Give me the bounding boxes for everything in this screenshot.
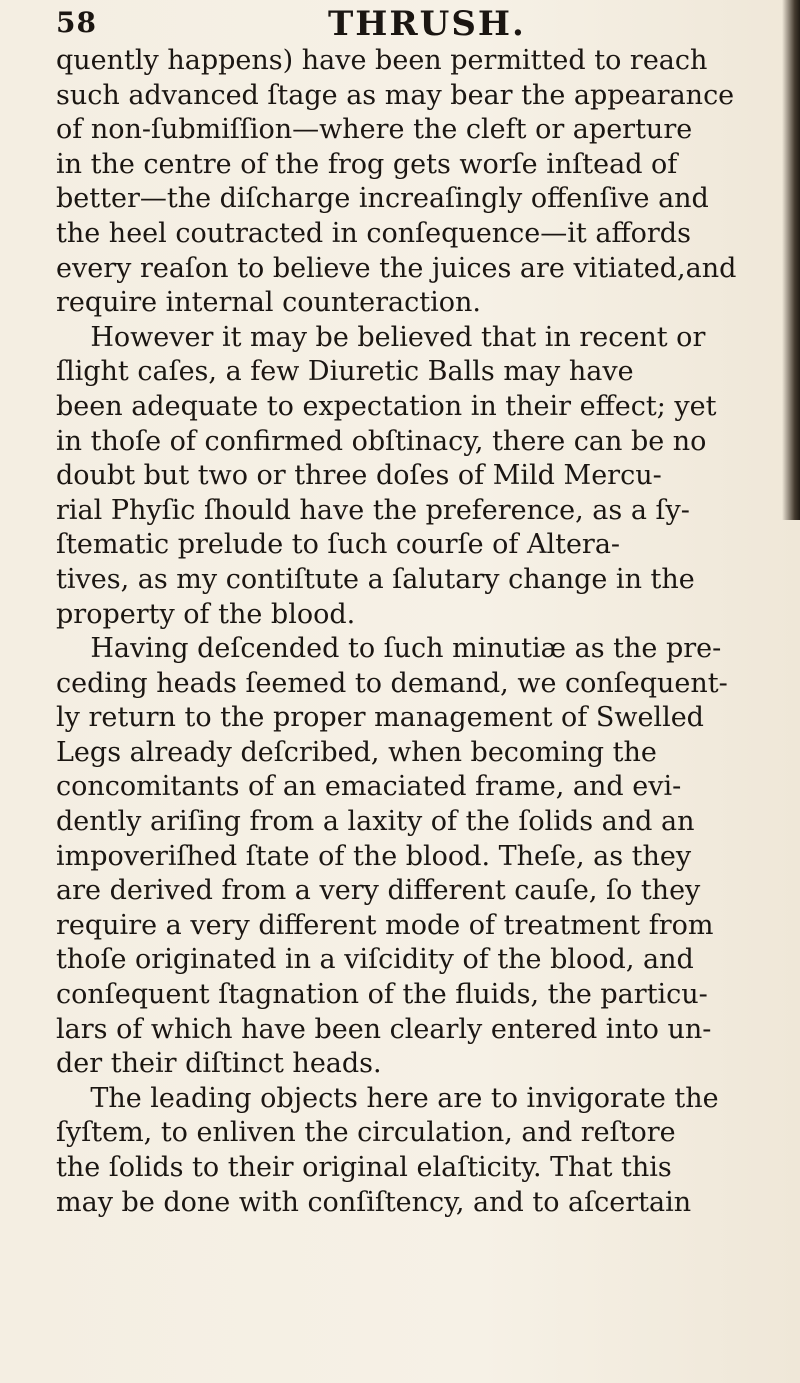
text-line: ſyſtem, to enliven the circulation, and reſtore: [56, 1117, 676, 1149]
text-line: better—the diſcharge increaſingly offenſive and: [56, 183, 709, 215]
text-line: However it may be believed that in recent or: [56, 321, 706, 353]
text-line: of non-ſubmiſſion—where the cleft or aperture: [56, 114, 693, 146]
text-line: the ſolids to their original elaſticity. That this: [56, 1152, 672, 1183]
body-text: [56, 44, 768, 1220]
text-line: are derived from a very different cauſe, ſo they: [56, 875, 701, 907]
text-line: dently ariſing from a laxity of the ſolids and an: [56, 806, 695, 838]
text-line: such advanced ſtage as may bear the appearance: [56, 79, 735, 111]
text-line: lars of which have been clearly entered into un-: [56, 1013, 712, 1045]
text-line: in thoſe of confirmed obſtinacy, there can be no: [56, 425, 707, 457]
text-line: der their diſtinct heads.: [56, 1048, 382, 1080]
text-line: impoveriſhed ſtate of the blood. Theſe, as they: [56, 840, 692, 872]
text-line: The leading objects here are to invigorate the: [56, 1082, 719, 1114]
text-line: doubt but two or three doſes of Mild Mercu-: [56, 460, 662, 492]
page-number: 58: [56, 6, 97, 39]
text-line: may be done with conſiſtency, and to aſcertain: [56, 1186, 692, 1218]
text-line: Having deſcended to ſuch minutiæ as the pre-: [56, 633, 722, 665]
text-line: ſtematic prelude to ſuch courſe of Altera-: [56, 529, 621, 561]
text-line: been adequate to expectation in their effect; yet: [56, 390, 717, 422]
running-title: THRUSH.: [328, 4, 526, 44]
text-line: property of the blood.: [56, 598, 356, 630]
text-line: ceding heads ſeemed to demand, we conſequent-: [56, 667, 728, 699]
text-line: ſlight caſes, a few Diuretic Balls may have: [56, 356, 634, 388]
running-head: [56, 4, 776, 46]
text-line: every reaſon to believe the juices are vitiated,and: [56, 252, 737, 284]
text-line: require internal counteraction.: [56, 287, 481, 319]
text-line: rial Phyſic ſhould have the preference, as a ſy-: [56, 494, 690, 526]
text-line: the heel coutracted in conſequence—it affords: [56, 217, 691, 249]
text-line: thoſe originated in a viſcidity of the blood, and: [56, 944, 694, 976]
text-line: concomitants of an emaciated frame, and evi-: [56, 771, 682, 803]
text-line: quently happens) have been permitted to reach: [56, 45, 708, 76]
text-line: tives, as my contiſtute a ſalutary change in the: [56, 563, 695, 595]
binding-shadow: [782, 0, 800, 520]
text-line: conſequent ſtagnation of the fluids, the particu-: [56, 979, 708, 1011]
text-line: require a very different mode of treatment from: [56, 909, 714, 941]
text-line: Legs already deſcribed, when becoming the: [56, 736, 657, 768]
text-line: ly return to the proper management of Swelled: [56, 702, 704, 734]
text-line: in the centre of the frog gets worſe inſtead of: [56, 148, 678, 180]
